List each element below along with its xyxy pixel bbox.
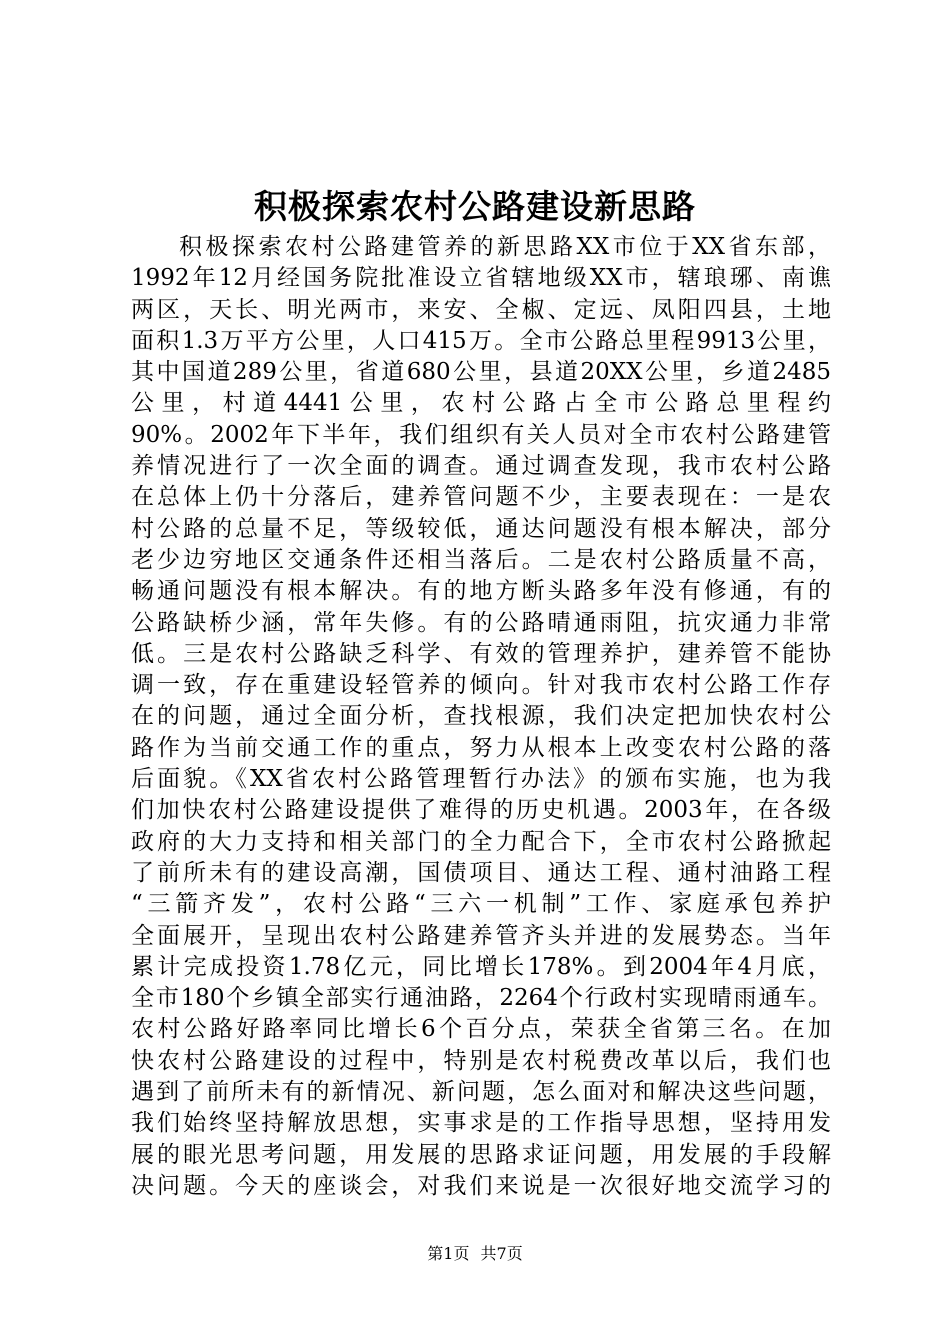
text-line: 农村公路好路率同比增长6个百分点，荣获全省第三名。在加 bbox=[131, 1016, 831, 1043]
text-line: “三箭齐发”，农村公路“三六一机制”工作、家庭承包养护 bbox=[131, 891, 831, 918]
text-line: 公路缺桥少涵，常年失修。有的公路晴通雨阻，抗灾通力非常 bbox=[131, 609, 831, 636]
text-line: 路作为当前交通工作的重点，努力从根本上改变农村公路的落 bbox=[131, 734, 831, 761]
page-total: 共7页 bbox=[480, 1244, 523, 1263]
text-line: 后面貌。《XX省农村公路管理暂行办法》的颁布实施，也为我 bbox=[131, 766, 831, 793]
text-line: 两区，天长、明光两市，来安、全椒、定远、凤阳四县，土地 bbox=[131, 296, 831, 323]
text-line: 低。三是农村公路缺乏科学、有效的管理养护，建养管不能协 bbox=[131, 640, 831, 667]
text-line: 们加快农村公路建设提供了难得的历史机遇。2003年，在各级 bbox=[131, 797, 831, 824]
text-line: 了前所未有的建设高潮，国债项目、通达工程、通村油路工程 bbox=[131, 859, 831, 886]
text-line: 畅通问题没有根本解决。有的地方断头路多年没有修通，有的 bbox=[131, 578, 831, 605]
text-line: 面积1.3万平方公里，人口415万。全市公路总里程9913公里， bbox=[131, 327, 831, 354]
text-line: 积极探索农村公路建管养的新思路XX市位于XX省东部， bbox=[179, 234, 831, 260]
text-line: 公里，村道4441公里，农村公路占全市公路总里程约 bbox=[131, 390, 831, 417]
text-line: 调一致，存在重建设轻管养的倾向。针对我市农村公路工作存 bbox=[131, 672, 831, 699]
text-line: 其中国道289公里，省道680公里，县道20XX公里，乡道2485 bbox=[131, 359, 831, 386]
text-line: 在总体上仍十分落后，建养管问题不少，主要表现在：一是农 bbox=[131, 484, 831, 511]
text-line: 养情况进行了一次全面的调查。通过调查发现，我市农村公路 bbox=[131, 453, 831, 480]
document-title: 积极探索农村公路建设新思路 bbox=[254, 187, 696, 226]
text-line: 展的眼光思考问题，用发展的思路求证问题，用发展的手段解 bbox=[131, 1141, 831, 1168]
body-paragraph bbox=[131, 232, 831, 1202]
text-line: 全市180个乡镇全部实行通油路，2264个行政村实现晴雨通车。 bbox=[131, 985, 831, 1012]
text-line: 村公路的总量不足，等级较低，通达问题没有根本解决，部分 bbox=[131, 515, 831, 542]
text-line: 90%。2002年下半年，我们组织有关人员对全市农村公路建管 bbox=[131, 421, 831, 448]
text-line: 决问题。今天的座谈会，对我们来说是一次很好地交流学习的 bbox=[131, 1172, 831, 1199]
text-line: 累计完成投资1.78亿元，同比增长178%。到2004年4月底， bbox=[131, 953, 831, 980]
text-line: 快农村公路建设的过程中，特别是农村税费改革以后，我们也 bbox=[131, 1047, 831, 1074]
text-line: 1992年12月经国务院批准设立省辖地级XX市，辖琅琊、南谯 bbox=[131, 265, 831, 292]
text-line: 我们始终坚持解放思想，实事求是的工作指导思想，坚持用发 bbox=[131, 1110, 831, 1137]
page-footer bbox=[0, 1243, 950, 1265]
text-line: 老少边穷地区交通条件还相当落后。二是农村公路质量不高， bbox=[131, 546, 831, 573]
page-number: 第1页 bbox=[427, 1244, 470, 1263]
text-line: 政府的大力支持和相关部门的全力配合下，全市农村公路掀起 bbox=[131, 828, 831, 855]
text-line: 全面展开，呈现出农村公路建养管齐头并进的发展势态。当年 bbox=[131, 922, 831, 949]
text-line: 遇到了前所未有的新情况、新问题，怎么面对和解决这些问题， bbox=[131, 1079, 831, 1106]
text-line: 在的问题，通过全面分析，查找根源，我们决定把加快农村公 bbox=[131, 703, 831, 730]
